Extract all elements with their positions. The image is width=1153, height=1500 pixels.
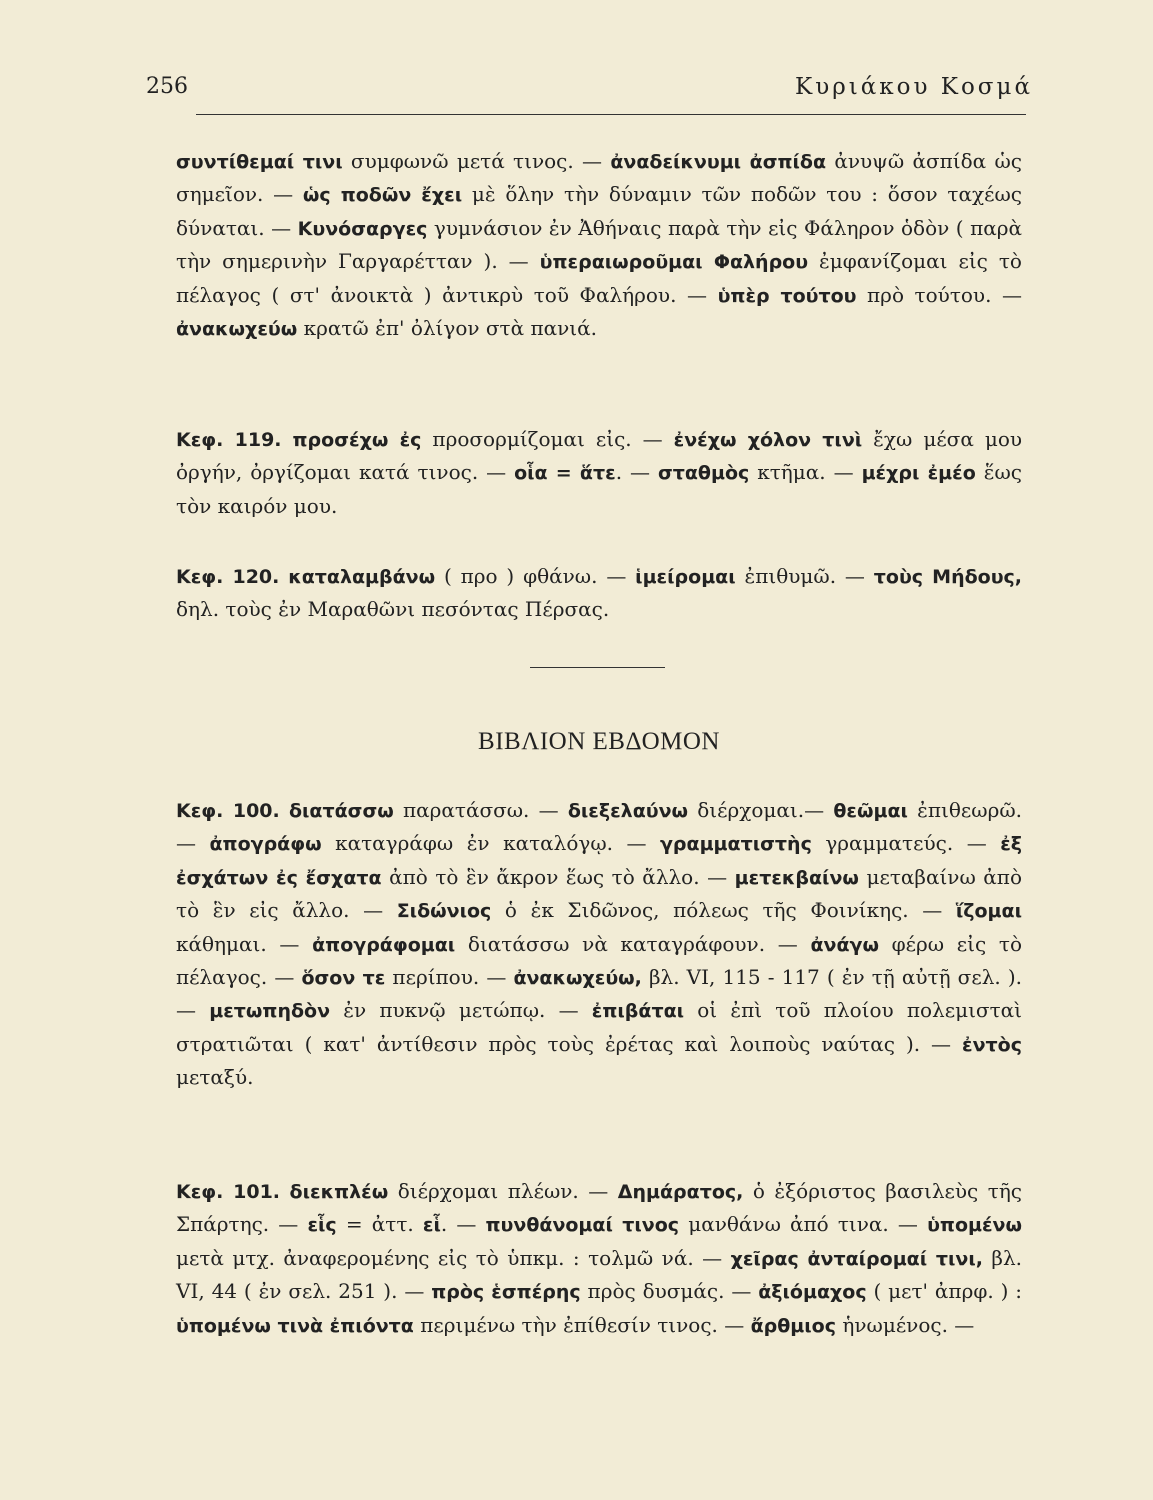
term: ὑπομένω <box>927 1214 1023 1237</box>
gloss: καταγράφω ἐν καταλόγῳ. — <box>321 831 660 856</box>
gloss: διέρχομαι πλέων. — <box>388 1179 618 1203</box>
term: ὡς ποδῶν ἔχει <box>302 184 463 207</box>
term: εἷς <box>307 1214 337 1237</box>
gloss: μεταβαίνω ἀπὸ τὸ ἓν εἰς ἄλλο. — <box>176 864 1022 923</box>
gloss: ἐπιθεωρῶ. — <box>176 798 1023 856</box>
gloss: δηλ. τοὺς ἐν Μαραθῶνι πεσόντας Πέρσας. <box>176 597 610 622</box>
term: πυνθάνομαί τινος <box>485 1214 680 1237</box>
term: διεκπλέω <box>289 1181 389 1203</box>
paragraph-continuation <box>176 145 1022 345</box>
term: ἄρθμιος <box>750 1314 837 1337</box>
header-rule <box>196 114 1026 115</box>
term: ἐνέχω χόλον τινὶ <box>673 429 863 451</box>
gloss: ὁ ἐξόριστος βασιλεὺς τῆς Σπάρτης. — <box>176 1179 1023 1237</box>
gloss: μὲ ὅλην τὴν δύναμιν τῶν ποδῶν του : ὅσον ταχέως δύναται. — <box>176 182 1022 240</box>
gloss: ἐν πυκνῷ μετώπῳ. — <box>330 998 592 1023</box>
paragraph-kef-119 <box>176 423 1022 522</box>
gloss: βλ. VI, 44 ( ἐν σελ. 251 ). — <box>176 1245 1022 1304</box>
gloss: ἕως τὸν καιρόν μου. <box>176 460 1022 518</box>
chapter-ref: Κεφ. 101. <box>176 1181 281 1203</box>
gloss: ἐπιθυμῶ. — <box>735 564 874 588</box>
gloss: κάθημαι. — <box>176 931 313 956</box>
gloss: πρὸ τούτου. — <box>856 282 1023 307</box>
term: γραμματιστὴς <box>659 833 812 856</box>
gloss: βλ. VI, 115 - 117 ( ἐν τῇ αὐτῇ σελ. ). — <box>176 965 1022 1023</box>
gloss: περίπου. — <box>385 965 514 990</box>
term: πρὸς ἑσπέρης <box>431 1281 581 1304</box>
term: ὑπὲρ τούτου <box>717 284 857 307</box>
gloss: περιμένω τὴν ἐπίθεσίν τινος. — <box>413 1312 751 1337</box>
gloss: κτῆμα. — <box>749 460 862 485</box>
section-separator <box>530 667 665 668</box>
term: σταθμὸς <box>657 462 750 485</box>
gloss: διέρχομαι.— <box>688 798 834 822</box>
term: ὅσον τε <box>301 967 386 990</box>
gloss: διατάσσω νὰ καταγράφουν. — <box>455 931 811 956</box>
gloss: ἔχω μέσα μου ὀργήν, ὀργίζομαι κατά τινος. — <box>176 427 1023 485</box>
gloss: ( μετ' ἀπρφ. ) : <box>866 1279 1022 1304</box>
gloss: ἐμφανίζομαι εἰς τὸ πέλαγος ( στ' ἀνοικτὰ ) ἀντικρὺ τοῦ Φαλήρου. — <box>176 249 1022 307</box>
gloss: συμφωνῶ μετά τινος. — <box>342 149 611 173</box>
term: ἀξιόμαχος <box>758 1281 867 1304</box>
term: ἀνακωχεύω <box>176 318 298 341</box>
gloss: ἀπὸ τὸ ἓν ἄκρον ἕως τὸ ἄλλο. — <box>381 864 735 889</box>
chapter-ref: Κεφ. 120. <box>176 566 280 588</box>
gloss: γραμματεύς. — <box>811 831 1001 856</box>
gloss: μετὰ μτχ. ἀναφερομένης εἰς τὸ ὑπκμ. : τολμῶ νά. — <box>176 1245 731 1270</box>
term: Σιδώνιος <box>396 900 492 923</box>
term: ἀνάγω <box>810 933 879 956</box>
book-title: ΒΙΒΛΙΟΝ ΕΒΔΟΜΟΝ <box>478 728 720 755</box>
term: οἷα = ἅτε <box>514 462 616 485</box>
gloss: προσορμίζομαι εἰς. — <box>421 427 674 451</box>
chapter-ref: Κεφ. 119. <box>176 429 282 451</box>
gloss: ὁ ἐκ Σιδῶνος, πόλεως τῆς Φοινίκης. — <box>491 898 956 923</box>
term: εἷ <box>422 1214 441 1237</box>
term: ἵζομαι <box>955 900 1022 923</box>
term: ἀνακωχεύω, <box>513 967 642 990</box>
gloss: κρατῶ ἐπ' ὀλίγον στὰ πανιά. <box>297 316 597 341</box>
term: μετωπηδὸν <box>209 1000 331 1023</box>
chapter-ref: Κεφ. 100. <box>176 800 280 822</box>
term: ἐντὸς <box>962 1033 1022 1056</box>
term: ὑπεραιωροῦμαι Φαλήρου <box>539 251 809 274</box>
term: διατάσσω <box>288 800 394 822</box>
term: ἀπογράφομαι <box>312 933 456 956</box>
gloss: μεταξύ. <box>176 1065 254 1090</box>
paragraph-kef-100 <box>176 794 1022 1094</box>
term: ἐπιβάται <box>591 1000 685 1023</box>
term: μέχρι ἐμέο <box>861 462 976 485</box>
paragraph-kef-101 <box>176 1175 1022 1342</box>
term: καταλαμβάνω <box>288 566 436 588</box>
term: μετεκβαίνω <box>734 866 859 889</box>
term: ἱμείρομαι <box>635 566 736 588</box>
gloss: ( προ ) φθάνω. — <box>435 564 636 588</box>
term: ὑπομένω τινὰ ἐπιόντα <box>176 1314 414 1337</box>
term: συντίθεμαί τινι <box>176 151 343 173</box>
term: Κυνόσαργες <box>297 217 428 240</box>
gloss: φέρω εἰς τὸ πέλαγος. — <box>176 931 1022 990</box>
running-head: Κυριάκου Κοσμά <box>795 74 1033 100</box>
gloss: . — <box>440 1212 486 1237</box>
gloss: = ἀττ. <box>336 1212 423 1237</box>
gloss: μανθάνω ἀπό τινα. — <box>679 1212 928 1237</box>
paragraph-kef-120 <box>176 560 1022 626</box>
gloss: πρὸς δυσμάς. — <box>580 1279 759 1304</box>
gloss: οἱ ἐπὶ τοῦ πλοίου πολεμισταὶ στρατιῶται ( κατ' ἀντίθεσιν πρὸς τοὺς ἐρέτας καὶ λοιποὺς ναύτας ). — <box>176 998 1022 1056</box>
page-header <box>146 74 1033 114</box>
gloss: γυμνάσιον ἐν Ἀθήναις παρὰ τὴν εἰς Φάληρον ὁδὸν ( παρὰ τὴν σημερινὴν Γαργαρέτταν ). — <box>176 215 1022 274</box>
gloss: ἡνωμένος. — <box>836 1312 975 1337</box>
gloss: ἀνυψῶ ἀσπίδα ὡς σημεῖον. — <box>176 149 1022 207</box>
page-number: 256 <box>146 74 188 99</box>
term: διεξελαύνω <box>567 800 689 822</box>
term: θεῶμαι <box>833 800 908 822</box>
gloss: παρατάσσω. — <box>393 798 568 822</box>
term: ἀπογράφω <box>209 833 322 856</box>
term: χεῖρας ἀνταίρομαί τινι, <box>730 1247 983 1270</box>
term: ἀναδείκνυμι ἀσπίδα <box>610 151 827 173</box>
term: τοὺς Μήδους, <box>873 566 1023 588</box>
term: Δημάρατος, <box>617 1181 744 1203</box>
gloss: . — <box>615 460 658 485</box>
term: προσέχω ἐς <box>292 429 422 451</box>
term: ἐξ ἐσχάτων ἐς ἔσχατα <box>176 833 1022 889</box>
